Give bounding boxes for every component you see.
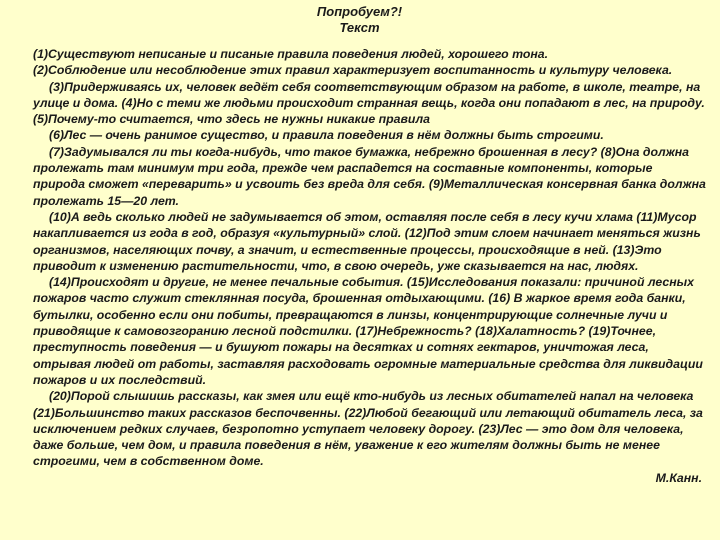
paragraph-8: (20)Порой слышишь рассказы, как змея или ещё кто-нибудь из лесных обитателей напал на человека (21)Большинство таких рассказов беспочвенны. (22)Любой бегающий или летающий обитатель леса, за исключением редких случаев, безропотно уступает человеку дорогу. (23)Лес — это дом для человека, даже больше, чем дом, и правила поведения в нём, уважение к его жителям должны быть не менее строгими, чем в собственном доме. (33, 389, 703, 469)
paragraph-7: (14)Происходят и другие, не менее печальные события. (15)Исследования показали: причиной лесных пожаров часто служит стеклянная посуда, брошенная отдыхающими. (16) В жаркое время года банки, бутылки, особенно если они побиты, превращаются в линзы, концентрирующие солнечные лучи и приводящие к самовозгоранию лесной подстилки. (17)Небрежность? (18)Халатность? (19)Точнее, преступность поведения — и бушуют пожары на десятках и сотнях гектаров, уничтожая леса, отрывая людей от работы, заставляя расходовать огромные материальные средства для ликвидации пожаров и их последствий. (33, 275, 703, 387)
subtitle: Текст (339, 20, 380, 35)
author-signature: М.Канн. (655, 470, 702, 485)
text-body (33, 46, 706, 470)
paragraph-3: (3)Придерживаясь их, человек ведёт себя соответствующим образом на работе, в школе, театре, на улице и дома. (4)Но с теми же людьми происходит странная вещь, когда они попадают в лес, на природу. (5)Почему-то считается, что здесь не нужны никакие правила (33, 79, 705, 127)
title: Попробуем?! (316, 4, 403, 19)
paragraph-2: (2)Соблюдение или несоблюдение этих правил характеризует воспитанность и культуру человека. (33, 63, 673, 78)
paragraph-5: (7)Задумывался ли ты когда-нибудь, что такое бумажка, небрежно брошенная в лесу? (8)Она должна пролежать там минимум три года, прежде чем распадется на составные компоненты, которые природа сможет «переварить» и усвоить без вреда для себя. (9)Металлическая консервная банка должна пролежать 15—20 лет. (33, 144, 706, 208)
paragraph-1: (1)Существуют неписаные и писаные правила поведения людей, хорошего тона. (33, 47, 549, 61)
paragraph-4: (6)Лес — очень ранимое существо, и правила поведения в нём должны быть строгими. (49, 128, 604, 143)
header (33, 4, 706, 36)
paragraph-6: (10)А ведь сколько людей не задумывается об этом, оставляя после себя в лесу кучи хлама (11)Мусор накапливается из года в год, образуя «культурный» слой. (12)Под этим слоем начинает меняться жизнь организмов, населяющих почву, а значит, и естественные процессы, происходящие в ней. (13)Это приводит к изменению растительности, что, в свою очередь, уже сказывается на нас, людях. (33, 209, 701, 273)
